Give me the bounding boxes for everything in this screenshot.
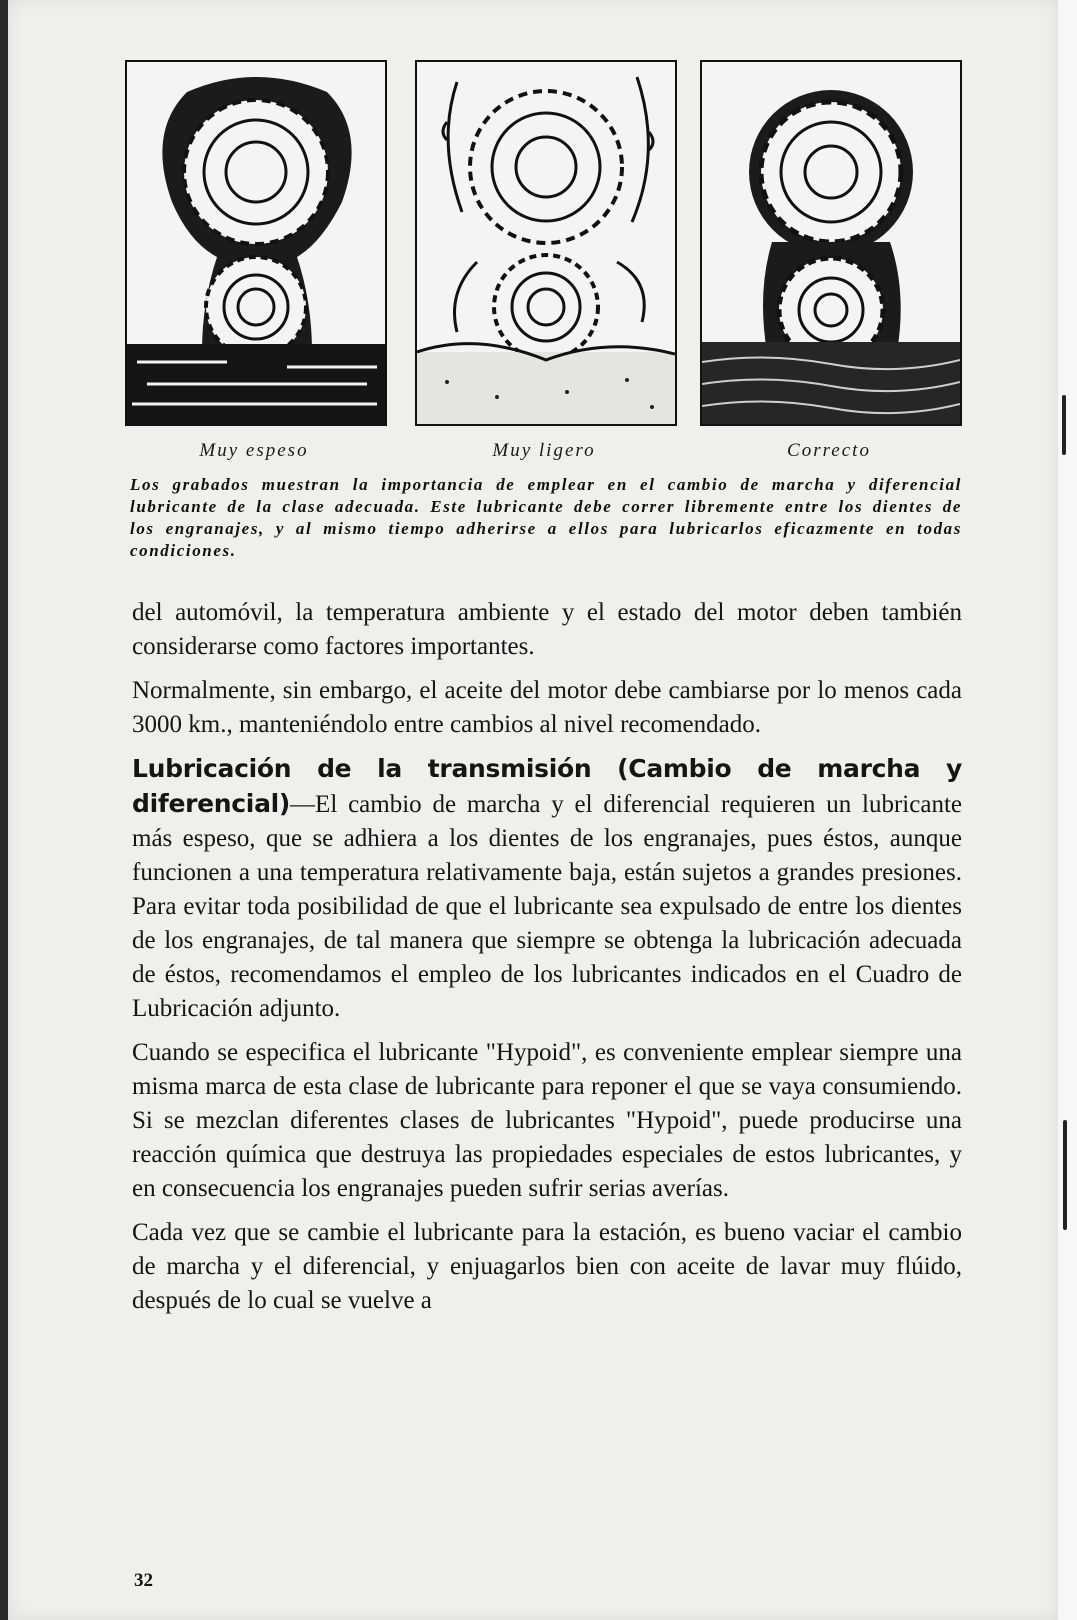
body-text (132, 596, 962, 1328)
gears-correct-oil-drawing (702, 62, 960, 424)
gear-illustration-thin (415, 60, 677, 426)
figure-caption: Los grabados muestran la importancia de emplear en el cambio de marcha y diferencial lubricante de la clase adecuada. Este lubricante debe correr libremente entre los dientes de los engranajes, y al mismo tiempo adherirse a ellos para lubricarlos eficazmente en todas condiciones. (130, 475, 962, 560)
gears-thin-oil-drawing (417, 62, 675, 424)
paragraph-hypoid: Cuando se especifica el lubricante "Hypoid", es conveniente emplear siempre una misma marca de esta clase de lubricante para reponer el que se vaya consumiendo. Si se mezclan diferentes clases de lubricantes "Hypoid", puede producirse una reacción química que destruya las propiedades especiales de estos lubricantes, y en consecuencia los engranajes pueden sufrir serias averías. (132, 1039, 962, 1202)
paragraph-oil-change: Normalmente, sin embargo, el aceite del motor debe cambiarse por lo menos cada 3000 km., manteniéndolo entre cambios al nivel recomendado. (132, 677, 962, 738)
paragraph-intro: del automóvil, la temperatura ambiente y el estado del motor deben también considerarse como factores importantes. (132, 599, 962, 660)
label-correcto: Correcto (787, 440, 871, 461)
gear-illustrations (125, 60, 961, 424)
page-number: 32 (134, 1570, 153, 1591)
gears-thick-oil-drawing (127, 62, 385, 424)
book-page (8, 0, 1058, 1620)
figure-labels (125, 440, 961, 464)
page-edge (1058, 0, 1077, 1620)
gear-illustration-thick (125, 60, 387, 426)
paragraph-flush: Cada vez que se cambie el lubricante para la estación, es bueno vaciar el cambio de marcha y el diferencial, y enjuagarlos bien con aceite de lavar muy flúido, después de lo cual se vuelve a (132, 1219, 962, 1314)
label-muy-ligero: Muy ligero (492, 440, 596, 461)
gear-illustration-correct (700, 60, 962, 426)
label-muy-espeso: Muy espeso (199, 440, 309, 461)
margin-mark (1063, 1120, 1067, 1230)
paragraph-transmission-text: —El cambio de marcha y el diferencial requieren un lubricante más espeso, que se adhiera a los dientes de los engranajes, pues éstos, aunque funcionen a una temperatura relativamente baja, están sujetos a grandes presiones. Para evitar toda posibilidad de que el lubricante sea expulsado de entre los dientes de los engranajes, de tal manera que siempre se obtenga la lubricación adecuada de éstos, recomendamos el empleo de los lubricantes indicados en el Cuadro de Lubricación adjunto. (132, 791, 962, 1022)
margin-mark (1062, 395, 1066, 455)
paragraph-transmission (132, 752, 962, 1026)
section-heading: Lubricación de la transmisión (Cambio de marcha y diferencial) (132, 754, 962, 818)
